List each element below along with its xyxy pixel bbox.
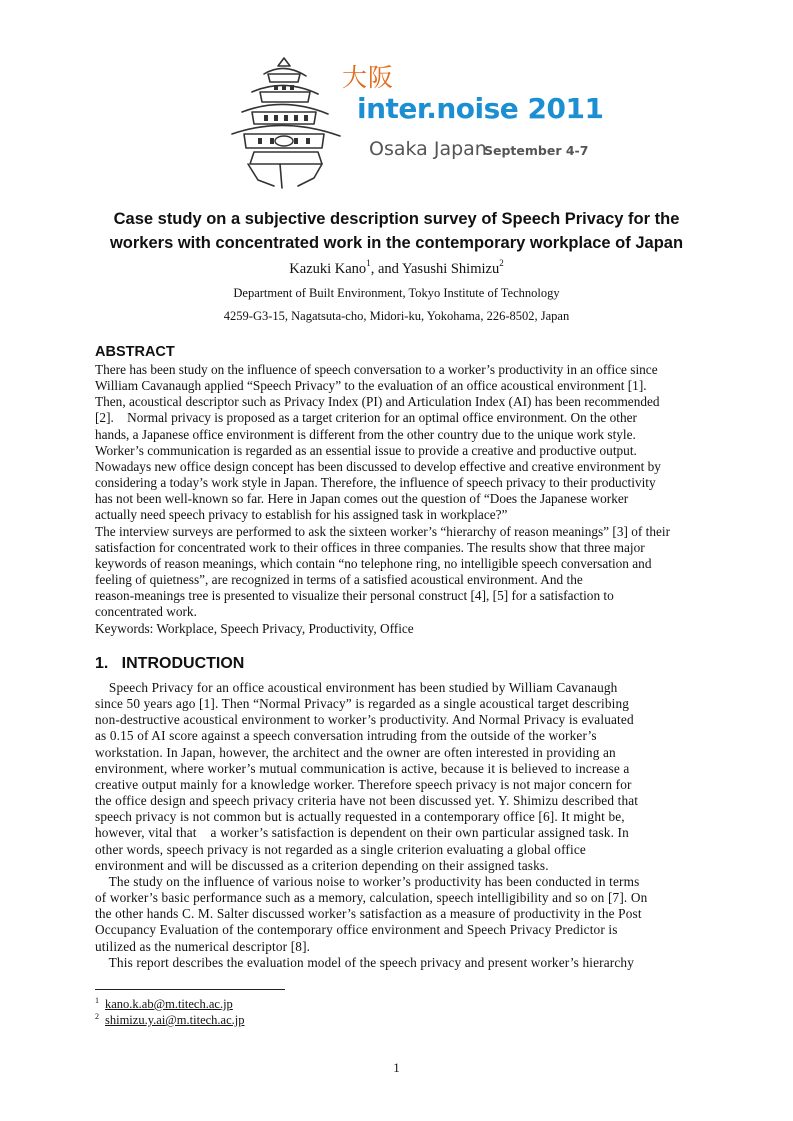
intro-line: environment and will be discussed as a criterion depending on their assigned tasks. — [95, 857, 549, 873]
intro-line: of worker’s basic performance such as a memory, calculation, speech intelligibility and so on [7]. On — [95, 890, 648, 906]
abstract-line: [2]. Normal privacy is proposed as a target criterion for an optimal office environment. On the other — [95, 410, 637, 426]
intro-line: Speech Privacy for an office acoustical environment has been studied by William Cavanaugh — [95, 680, 618, 695]
intro-line: utilized as the numerical descriptor [8]. — [95, 938, 311, 954]
email-link-author-1[interactable]: kano.k.ab@m.titech.ac.jp — [105, 997, 233, 1011]
intro-line: the office design and speech privacy criteria have not been discussed yet. Y. Shimizu described that — [95, 793, 639, 809]
footnote-1 — [95, 996, 233, 1012]
intro-line: since 50 years ago [1]. Then “Normal Privacy” is regarded as a single acoustical target describing — [95, 696, 630, 712]
footnote-divider — [95, 989, 285, 990]
author-1: Kazuki Kano — [289, 260, 367, 277]
intro-line: other words, speech privacy is not regarded as a single criterion evaluating a global office — [95, 841, 586, 857]
abstract-line: William Cavanaugh applied “Speech Privacy” to the evaluation of an office acoustical environment [1]. — [95, 378, 647, 394]
intro-line: Occupancy Evaluation of the contemporary office environment and Speech Privacy Predictor is — [95, 922, 618, 938]
intro-line: This report describes the evaluation model of the speech privacy and present worker’s hierarchy — [95, 954, 635, 970]
paper-title-line-1: Case study on a subjective description survey of Speech Privacy for the — [113, 210, 680, 228]
introduction-heading: 1. INTRODUCTION — [95, 655, 245, 672]
abstract-line: The interview surveys are performed to ask the sixteen worker’s “hierarchy of reason meanings” [3] of their — [95, 523, 670, 539]
intro-line: workstation. In Japan, however, the architect and the owner are often interested in providing an — [95, 744, 616, 760]
abstract-line: hands, a Japanese office environment is different from the other country due to the unique work style. — [95, 426, 636, 442]
abstract-line: actually need speech privacy to establish for his assigned task in workplace?” — [95, 507, 508, 523]
footnote-2 — [95, 1012, 244, 1028]
footnote-mark: 1 — [95, 996, 99, 1005]
intro-line: non-destructive acoustical environment to worker’s productivity. And Normal Privacy is evaluated — [95, 712, 634, 728]
intro-line: speech privacy is not common but is actually requested in a contemporary office [6]. It might be, — [95, 809, 625, 825]
conference-name: inter.noise 2011 — [357, 92, 604, 125]
abstract-line: Then, acoustical descriptor such as Privacy Index (PI) and Articulation Index (AI) has been recommended — [95, 394, 660, 410]
conference-dates: September 4-7 — [484, 143, 589, 158]
footnote-mark: 2 — [95, 1012, 99, 1021]
page-number: 1 — [393, 1060, 400, 1075]
abstract-line: has not been well-known so far. Here in Japan comes out the question of “Does the Japanese worker — [95, 491, 629, 507]
affiliation-address: 4259-G3-15, Nagatsuta-cho, Midori-ku, Yokohama, 226-8502, Japan — [223, 309, 570, 323]
author-1-footnote-mark: 1 — [366, 258, 371, 268]
intro-line: creative output mainly for a knowledge worker. Therefore speech privacy is not major concern for — [95, 776, 632, 792]
abstract-line: Worker’s communication is regarded as an essential issue to provide a creative and productive output. — [95, 442, 637, 458]
intro-line: The study on the influence of various noise to worker’s productivity has been conducted in terms — [95, 873, 640, 889]
author-list — [0, 259, 793, 278]
abstract-line: considering a today’s work style in Japan. Therefore, the influence of speech privacy to their productivity — [95, 475, 656, 491]
intro-line: as 0.15 of AI score against a speech conversation intruding from the outside of the worker’s — [95, 728, 597, 744]
osaka-castle-logo — [224, 52, 344, 190]
keywords-line: Keywords: Workplace, Speech Privacy, Productivity, Office — [95, 620, 414, 636]
abstract-line: Nowadays new office design concept has been discussed to develop effective and creative environment by — [95, 458, 661, 474]
conference-city: Osaka Japan — [369, 138, 487, 160]
abstract-body — [95, 362, 707, 637]
abstract-line: concentrated work. — [95, 604, 197, 620]
author-2: Yasushi Shimizu — [401, 260, 500, 277]
author-2-footnote-mark: 2 — [499, 258, 504, 268]
intro-line: the other hands C. M. Salter discussed worker’s satisfaction as a measure of productivity in the Post — [95, 906, 642, 922]
paper-title-line-2: workers with concentrated work in the contemporary workplace of Japan — [109, 234, 684, 252]
email-link-author-2[interactable]: shimizu.y.ai@m.titech.ac.jp — [105, 1013, 245, 1027]
affiliation-department: Department of Built Environment, Tokyo Institute of Technology — [233, 286, 560, 300]
abstract-line: There has been study on the influence of speech conversation to a worker’s productivity in an office since — [95, 362, 658, 377]
abstract-line: satisfaction for concentrated work to their offices in three companies. The results show that three major — [95, 539, 645, 555]
abstract-heading: ABSTRACT — [95, 344, 175, 360]
abstract-line: keywords of reason meanings, which contain “no telephone ring, no intelligible speech conversation and — [95, 555, 652, 571]
author-separator: , and — [370, 260, 402, 277]
osaka-kanji-mark: 大阪 — [342, 63, 395, 92]
intro-line: environment, where worker’s mutual communication is active, because it is believed to increase a — [95, 760, 630, 776]
intro-line: however, vital that a worker’s satisfaction is dependent on their own particular assigned task. In — [95, 825, 629, 841]
introduction-body — [95, 680, 707, 971]
abstract-line: feeling of quietness”, are recognized in terms of a satisfied acoustical environment. And the — [95, 572, 583, 588]
abstract-line: reason-meanings tree is presented to visualize their personal construct [4], [5] for a satisfaction to — [95, 588, 614, 604]
